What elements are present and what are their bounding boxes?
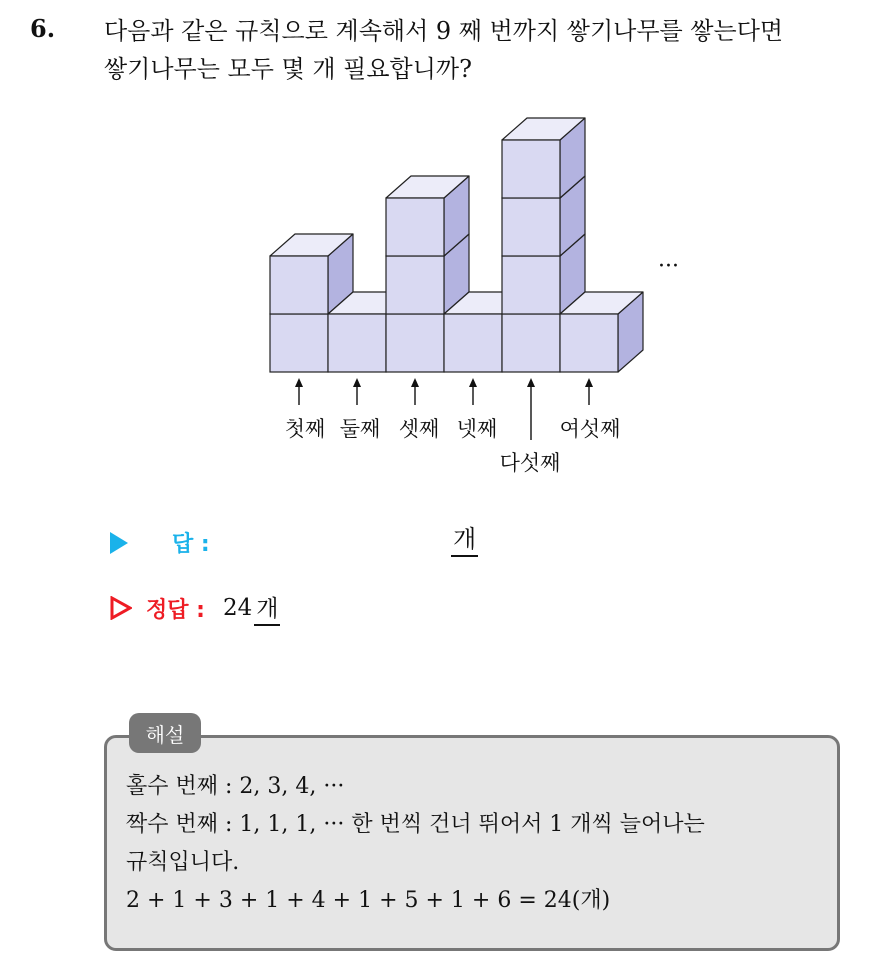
cube-front-face	[270, 314, 328, 372]
explanation-line: 홀수 번째 : 2, 3, 4, ···	[126, 774, 345, 799]
question-number: 6.	[30, 14, 56, 43]
arrow-head-icon	[469, 378, 477, 387]
arrow-head-icon	[353, 378, 361, 387]
arrow-head-icon	[585, 378, 593, 387]
explanation-line: 규칙입니다.	[126, 850, 240, 875]
cube-front-face	[444, 314, 502, 372]
cube-front-face	[502, 140, 560, 198]
answer-blank-unit[interactable]: 개	[451, 525, 478, 557]
position-label: 다섯째	[499, 451, 561, 475]
question-line-2: 쌓기나무는 모두 몇 개 필요합니까?	[104, 55, 472, 83]
correct-answer-value: 24	[222, 595, 253, 621]
question-line-1: 다음과 같은 규칙으로 계속해서 9 째 번까지 쌓기나무를 쌓는다면	[104, 17, 784, 45]
explanation-tab: 해설	[129, 713, 201, 753]
correct-answer-label: 정답 :	[146, 597, 205, 623]
explanation-line: 2 + 1 + 3 + 1 + 4 + 1 + 5 + 1 + 6 = 24(개)	[126, 888, 611, 913]
answer-row	[110, 527, 210, 558]
cube-front-face	[502, 198, 560, 256]
cube-front-face	[328, 314, 386, 372]
arrow-head-icon	[295, 378, 303, 387]
cube-front-face	[386, 256, 444, 314]
correct-answer-unit: 개	[254, 590, 280, 626]
position-label: 둘째	[339, 417, 381, 441]
position-label: 여섯째	[559, 417, 621, 441]
correct-answer-row	[110, 590, 280, 626]
explanation-text	[126, 768, 705, 920]
cube-front-face	[502, 256, 560, 314]
cube-front-face	[270, 256, 328, 314]
cube-front-face	[386, 198, 444, 256]
arrow-head-icon	[527, 378, 535, 387]
figure-ellipsis: ···	[658, 254, 679, 279]
cube-front-face	[386, 314, 444, 372]
play-triangle-icon	[110, 532, 128, 554]
explanation-line: 짝수 번째 : 1, 1, 1, ··· 한 번씩 건너 뛰어서 1 개씩 늘어나는	[126, 812, 705, 837]
outline-triangle-icon	[110, 596, 132, 620]
answer-label: 답 :	[172, 532, 210, 557]
position-label: 셋째	[398, 417, 440, 441]
arrow-head-icon	[411, 378, 419, 387]
cube-front-face	[560, 314, 618, 372]
cube-front-face	[502, 314, 560, 372]
position-label: 넷째	[456, 417, 498, 441]
position-label: 첫째	[284, 417, 326, 441]
